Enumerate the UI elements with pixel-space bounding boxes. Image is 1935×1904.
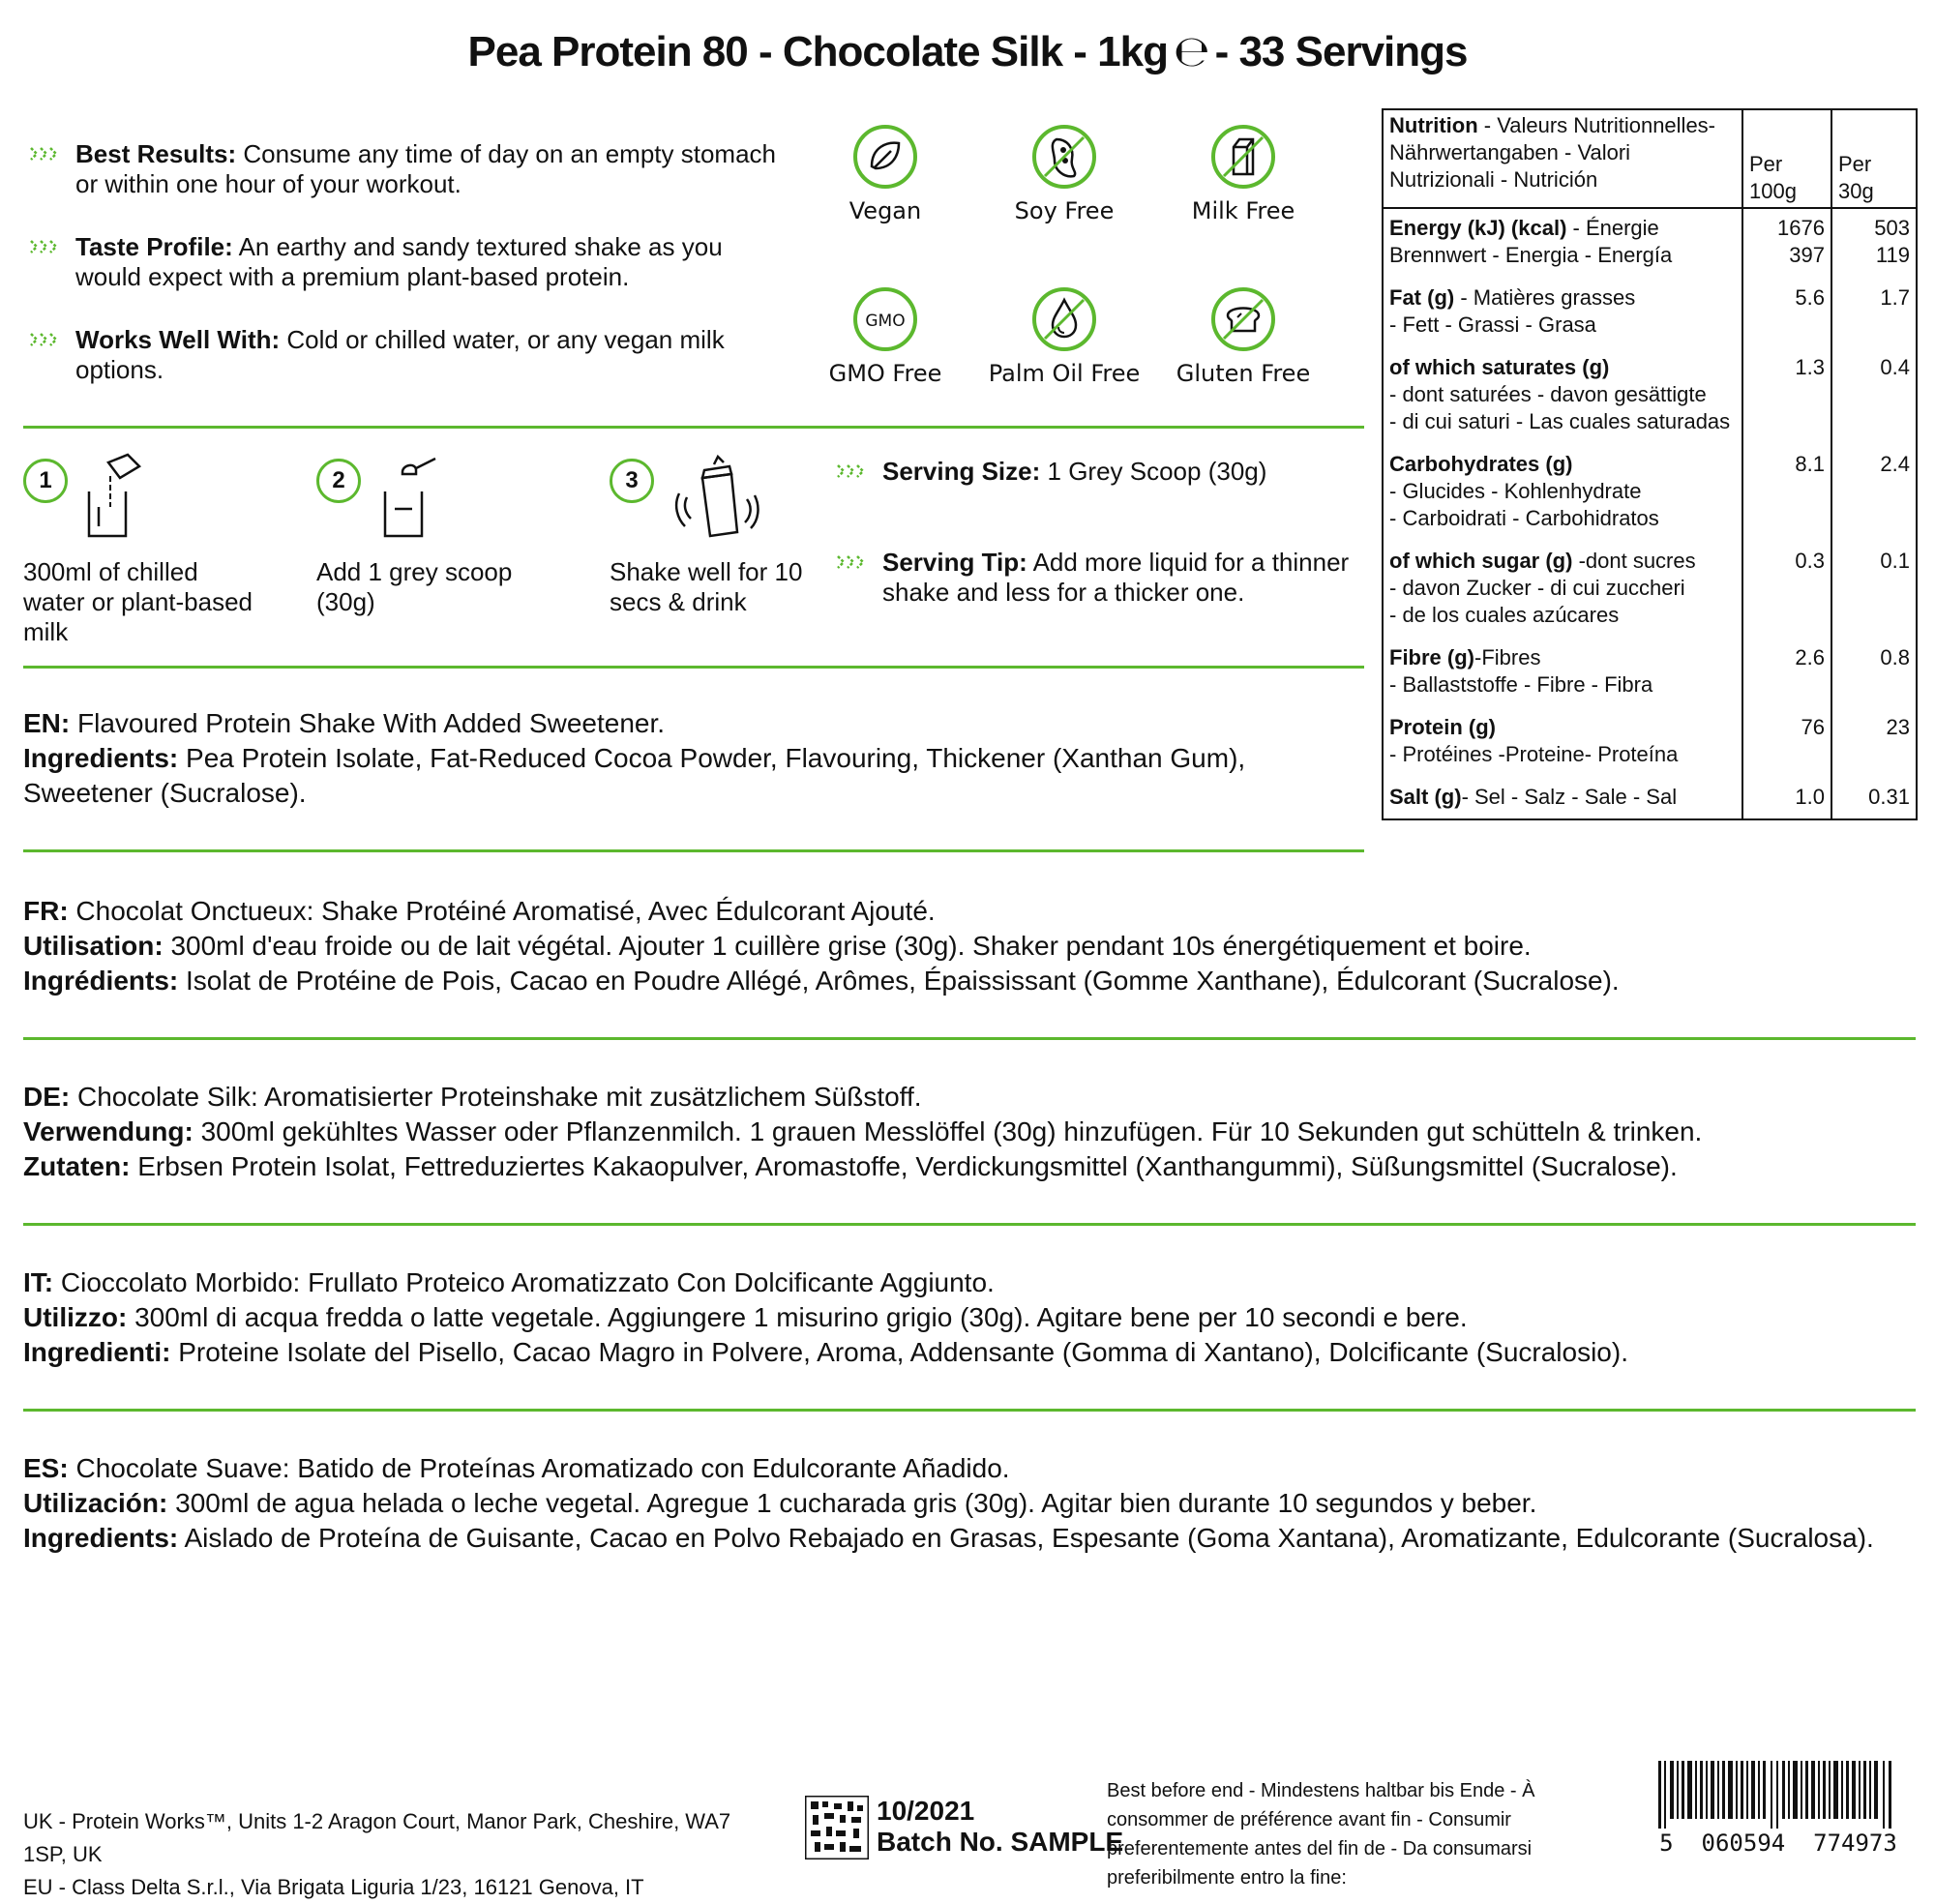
value-per-30g-kcal: 119 — [1875, 243, 1910, 267]
nutrition-row-fibre — [1383, 642, 1917, 712]
nutrition-header-bold: Nutrition — [1389, 113, 1478, 137]
es-line-3 — [23, 1521, 1920, 1556]
line-label: Verwendung: — [23, 1116, 194, 1146]
nutrition-table — [1382, 108, 1918, 820]
bullet-text: Consume any time of day on an empty stomach or within one hour of your workout. — [75, 139, 776, 198]
row-sub-2: - de los cuales azúcares — [1389, 603, 1620, 627]
shaker-icon — [673, 451, 760, 544]
best-before-date: 10/2021 — [877, 1796, 975, 1826]
value-per-100g: 0.3 — [1742, 546, 1831, 642]
nutrition-row-sugar — [1383, 546, 1917, 642]
badge-label: Palm Oil Free — [988, 360, 1141, 387]
step-number: 2 — [316, 459, 361, 503]
datamatrix-code — [805, 1796, 869, 1864]
nutrition-row-salt — [1383, 782, 1917, 819]
step-1-text: 300ml of chilled water or plant-based milk — [23, 557, 253, 646]
serving-label: Serving Tip: — [882, 548, 1027, 577]
line-label: Ingredients: — [23, 1523, 179, 1553]
line-text: Cioccolato Morbido: Frullato Proteico Aromatizzato Con Dolcificante Aggiunto. — [53, 1267, 995, 1297]
address-eu: EU - Class Delta S.r.l., Via Brigata Liguria 1/23, 16121 Genova, IT — [23, 1875, 644, 1899]
pour-glass-icon — [81, 453, 149, 540]
double-chevron-icon — [834, 460, 869, 483]
scoop-glass-icon — [377, 453, 445, 540]
row-label-rest: - Matières grasses — [1454, 285, 1636, 310]
line-text: Flavoured Protein Shake With Added Sweetener. — [70, 708, 666, 738]
value-per-100g: 5.6 — [1742, 283, 1831, 352]
address-uk: UK - Protein Works™, Units 1-2 Aragon Court, Manor Park, Cheshire, WA7 1SP, UK — [23, 1809, 731, 1866]
es-line-2 — [23, 1486, 1920, 1521]
value-per-100g: 2.6 — [1742, 642, 1831, 712]
row-label: Protein (g) — [1389, 715, 1496, 739]
it-line-3 — [23, 1335, 1920, 1370]
nutrition-row-fat — [1383, 283, 1917, 352]
value-per-30g: 0.31 — [1831, 782, 1917, 819]
col-per-30g: Per 30g — [1831, 109, 1917, 208]
serving-text: 1 Grey Scoop (30g) — [1040, 457, 1267, 486]
double-chevron-icon — [27, 328, 62, 351]
line-text: 300ml gekühltes Wasser oder Pflanzenmilch. 1 grauen Messlöffel (30g) hinzufügen. Für 10 Sekunden gut schütteln & trinken. — [193, 1116, 1703, 1146]
divider — [23, 1223, 1916, 1226]
row-sub: - Glucides - Kohlenhydrate — [1389, 479, 1642, 503]
row-label: Carbohydrates (g) — [1389, 452, 1573, 476]
serving-text: Add more liquid for a thinner shake and less for a thicker one. — [882, 548, 1350, 607]
en-line-1 — [23, 706, 1368, 741]
nutrition-row-protein — [1383, 712, 1917, 782]
row-sub: - Protéines -Proteine- Proteína — [1389, 742, 1679, 766]
double-chevron-icon — [834, 550, 869, 574]
line-text: Isolat de Protéine de Pois, Cacao en Poudre Allégé, Arômes, Épaississant (Gomme Xanthane), Édulcorant (Sucralose). — [178, 966, 1620, 996]
en-line-2 — [23, 741, 1368, 811]
double-chevron-icon — [27, 142, 62, 165]
row-label: Fat (g) — [1389, 285, 1455, 310]
step-2 — [316, 459, 361, 503]
section-de — [23, 1080, 1920, 1184]
line-label: Utilización: — [23, 1488, 168, 1518]
line-text: Proteine Isolate del Pisello, Cacao Magro in Polvere, Aroma, Addensante (Gomma di Xantano), Dolcificante (Sucralosio). — [170, 1337, 1628, 1367]
section-fr — [23, 894, 1920, 998]
value-per-100g: 8.1 — [1742, 449, 1831, 546]
line-text: Aislado de Proteína de Guisante, Cacao en Polvo Rebajado en Grasas, Espesante (Goma Xantana), Aromatizante, Edulcorante (Sucralosa). — [178, 1523, 1874, 1553]
bullet-best-results — [27, 139, 782, 199]
section-it — [23, 1265, 1920, 1370]
double-chevron-icon — [27, 235, 62, 258]
line-text: 300ml de agua helada o leche vegetal. Agregue 1 cucharada gris (30g). Agitar bien durante 10 segundos y beber. — [167, 1488, 1537, 1518]
line-text: Chocolat Onctueux: Shake Protéiné Aromatisé, Avec Édulcorant Ajouté. — [68, 896, 936, 926]
badge-label: Vegan — [848, 197, 922, 224]
bullet-text: Cold or chilled water, or any vegan milk options. — [75, 325, 725, 384]
product-title — [0, 27, 1935, 76]
row-sub: - dont saturées - davon gesättigte — [1389, 382, 1707, 406]
bullet-label: Best Results: — [75, 139, 237, 168]
value-per-30g: 0.4 — [1831, 352, 1917, 449]
value-per-100g-kcal: 397 — [1789, 243, 1825, 267]
bread-icon — [1210, 286, 1276, 352]
row-sub-2: - Carboidrati - Carbohidratos — [1389, 506, 1659, 530]
lang-code: IT: — [23, 1267, 54, 1297]
row-sub: - Ballaststoffe - Fibre - Fibra — [1389, 672, 1653, 697]
bullet-taste-profile — [27, 232, 782, 292]
badge-palm-oil-free — [977, 286, 1151, 387]
row-label-rest: - Énergie — [1566, 216, 1659, 240]
line-text: Erbsen Protein Isolat, Fettreduziertes Kakaopulver, Aromastoffe, Verdickungsmittel (Xanthangummi), Süßungsmittel (Sucralose). — [130, 1151, 1678, 1181]
line-label: Utilisation: — [23, 931, 164, 961]
divider — [23, 849, 1364, 852]
title-main: Pea Protein 80 - Chocolate Silk - 1kg — [467, 28, 1168, 75]
row-label-rest: -Fibres — [1474, 645, 1541, 669]
badge-gluten-free — [1156, 286, 1330, 387]
badge-milk-free — [1156, 124, 1330, 224]
line-text: Pea Protein Isolate, Fat-Reduced Cocoa Powder, Flavouring, Thickener (Xanthan Gum), Sweetener (Sucralose). — [23, 743, 1246, 808]
step-3-text: Shake well for 10 secs & drink — [610, 557, 803, 616]
row-label: of which sugar (g) — [1389, 549, 1573, 573]
row-sub: Brennwert - Energia - Energía — [1389, 243, 1673, 267]
serving-tip — [834, 548, 1356, 608]
row-sub-2: - di cui saturi - Las cuales saturadas — [1389, 409, 1731, 433]
estimated-sign: ℮ — [1173, 27, 1209, 76]
lang-code: FR: — [23, 896, 69, 926]
divider — [23, 1037, 1916, 1040]
line-text: 300ml di acqua fredda o latte vegetale. Aggiungere 1 misurino grigio (30g). Agitare bene per 10 secondi e bere. — [127, 1302, 1468, 1332]
divider — [23, 426, 1364, 429]
badge-label: GMO Free — [828, 360, 942, 387]
badge-label: Gluten Free — [1176, 360, 1311, 387]
nutrition-header-row — [1383, 109, 1917, 208]
barcode-digits: 5 060594 774973 — [1659, 1830, 1897, 1857]
value-per-30g: 1.7 — [1831, 283, 1917, 352]
value-per-30g: 2.4 — [1831, 449, 1917, 546]
oil-drop-icon — [1031, 286, 1097, 352]
de-line-3 — [23, 1149, 1920, 1184]
bullet-works-well-with — [27, 325, 782, 385]
barcode — [1645, 1761, 1912, 1857]
line-text: Chocolate Suave: Batido de Proteínas Aromatizado con Edulcorante Añadido. — [68, 1453, 1010, 1483]
lang-code: EN: — [23, 708, 71, 738]
soy-bean-icon — [1031, 124, 1097, 190]
badge-vegan — [798, 124, 972, 224]
footer-addresses — [23, 1805, 778, 1904]
it-line-2 — [23, 1300, 1920, 1335]
milk-carton-icon — [1210, 124, 1276, 190]
batch-number: Batch No. SAMPLE — [877, 1827, 1124, 1857]
nutrition-row-carbohydrates — [1383, 449, 1917, 546]
value-per-100g: 76 — [1742, 712, 1831, 782]
nutrition-grid — [1382, 108, 1918, 820]
badge-label: Soy Free — [1014, 197, 1115, 224]
nutrition-row-saturates — [1383, 352, 1917, 449]
value-per-100g: 1.3 — [1742, 352, 1831, 449]
lang-code: DE: — [23, 1082, 71, 1112]
section-en — [23, 706, 1368, 811]
nutrition-header-rest: - Valeurs Nutritionnelles- Nährwertangaben - Valori Nutrizionali - Nutrición — [1389, 113, 1716, 192]
value-per-30g: 0.1 — [1831, 546, 1917, 642]
section-es — [23, 1451, 1920, 1556]
badge-gmo-free — [798, 286, 972, 387]
bullet-text: An earthy and sandy textured shake as you would expect with a premium plant-based protein. — [75, 232, 723, 291]
divider — [23, 666, 1364, 669]
value-per-100g: 1676 — [1777, 216, 1825, 240]
step-2-text: Add 1 grey scoop (30g) — [316, 557, 513, 616]
nutrition-row-energy — [1383, 208, 1917, 283]
row-label: Salt (g) — [1389, 785, 1462, 809]
fr-line-1 — [23, 894, 1920, 929]
step-number: 1 — [23, 459, 68, 503]
step-number: 3 — [610, 459, 654, 503]
step-1 — [23, 459, 68, 503]
row-label: Energy (kJ) (kcal) — [1389, 216, 1567, 240]
row-label-rest: -dont sucres — [1572, 549, 1696, 573]
bullet-label: Taste Profile: — [75, 232, 233, 261]
line-label: Ingredienti: — [23, 1337, 171, 1367]
row-sub: - Fett - Grassi - Grasa — [1389, 312, 1596, 337]
divider — [23, 1409, 1916, 1412]
de-line-2 — [23, 1115, 1920, 1149]
value-per-30g: 503 — [1874, 216, 1910, 240]
line-label: Ingredients: — [23, 743, 179, 773]
best-before-text: Best before end - Mindestens haltbar bis Ende - À consommer de préférence avant fin - Consumir preferentemente antes del fin de - Da consumarsi preferibilmente entro la fine: — [1107, 1780, 1535, 1889]
gmo-icon-text: GMO — [865, 312, 906, 331]
step-3 — [610, 459, 654, 503]
it-line-1 — [23, 1265, 1920, 1300]
line-text: 300ml d'eau froide ou de lait végétal. Ajouter 1 cuillère grise (30g). Shaker pendant 10s énergétiquement et boire. — [163, 931, 1532, 961]
es-line-1 — [23, 1451, 1920, 1486]
row-sub: - davon Zucker - di cui zuccheri — [1389, 576, 1685, 600]
vegan-leaf-icon — [852, 124, 918, 190]
lang-code: ES: — [23, 1453, 69, 1483]
serving-size — [834, 457, 1356, 487]
barcode-bars — [1645, 1761, 1912, 1829]
de-line-1 — [23, 1080, 1920, 1115]
value-per-100g: 1.0 — [1742, 782, 1831, 819]
line-label: Zutaten: — [23, 1151, 131, 1181]
serving-label: Serving Size: — [882, 457, 1041, 486]
datamatrix-icon — [805, 1796, 869, 1859]
row-label: Fibre (g) — [1389, 645, 1474, 669]
fr-line-3 — [23, 964, 1920, 998]
gmo-free-icon — [852, 286, 918, 352]
value-per-30g: 0.8 — [1831, 642, 1917, 712]
line-label: Utilizzo: — [23, 1302, 128, 1332]
fr-line-2 — [23, 929, 1920, 964]
row-label-rest: - Sel - Salz - Sale - Sal — [1461, 785, 1678, 809]
row-label: of which saturates (g) — [1389, 355, 1610, 379]
bullet-label: Works Well With: — [75, 325, 281, 354]
badge-label: Milk Free — [1191, 197, 1295, 224]
col-per-100g: Per 100g — [1742, 109, 1831, 208]
badge-soy-free — [977, 124, 1151, 224]
title-servings: - 33 Servings — [1214, 28, 1468, 75]
batch-info — [877, 1796, 1123, 1858]
line-label: Ingrédients: — [23, 966, 179, 996]
line-text: Chocolate Silk: Aromatisierter Proteinshake mit zusätzlichem Süßstoff. — [70, 1082, 922, 1112]
nutrition-header-cell — [1383, 109, 1742, 208]
value-per-30g: 23 — [1831, 712, 1917, 782]
